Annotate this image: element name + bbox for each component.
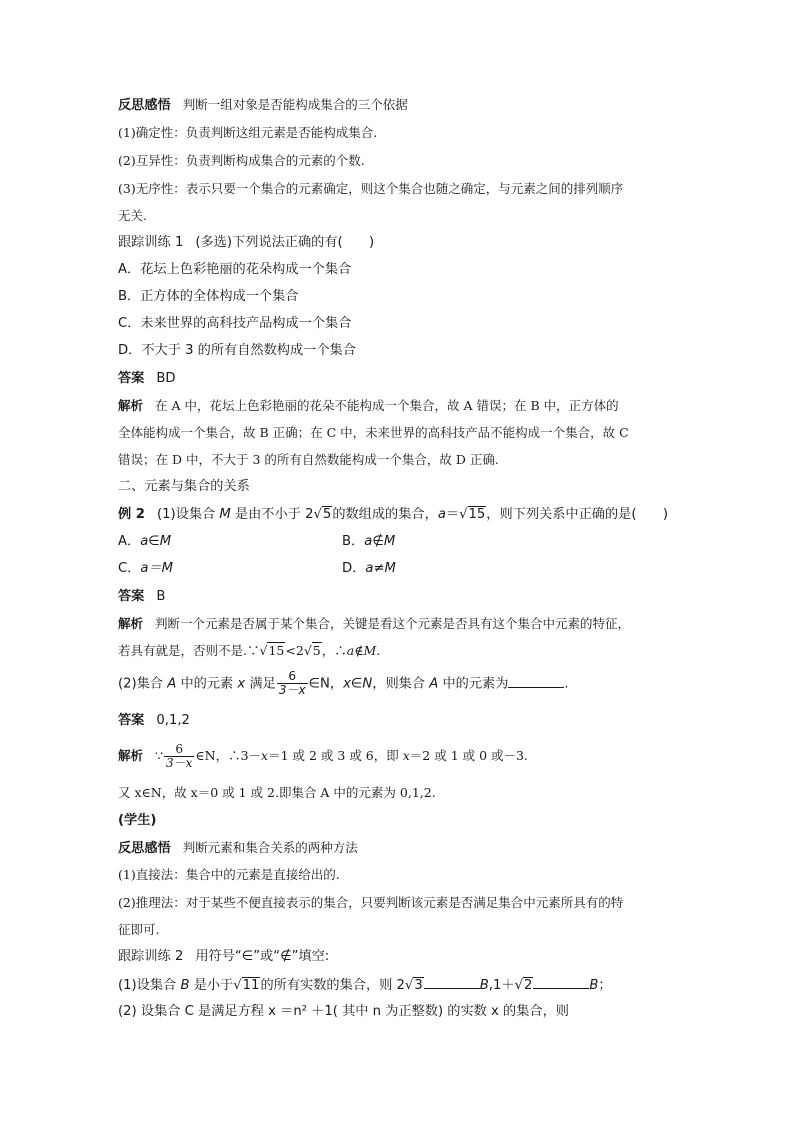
reflect2-title: 反思感悟 — [118, 841, 171, 856]
track1-answer-line — [118, 370, 176, 388]
example2-answer2-line — [118, 712, 190, 730]
track1-question-line — [118, 234, 374, 252]
track2-q1-text-a: (1)设集合 — [118, 978, 181, 993]
example2-analysis3-c: ＝1 或 2 或 3 或 6，即 — [268, 748, 403, 763]
example2-analysis-2c: <2 — [285, 643, 304, 658]
track2-q1-text-c: 的所有实数的集合，则 2 — [260, 978, 405, 993]
track2-question: 用符号“∈”或“∉”填空: — [195, 949, 330, 964]
example2-analysis-2e: a∉M. — [346, 643, 381, 658]
example2-q2-end: . — [564, 676, 569, 692]
reflect2-title-line — [118, 839, 358, 858]
track2-q2: (2) 设集合 C 是满足方程 x ＝n² ＋1( 其中 n 为正整数) 的实数 x 的集合，则 — [118, 1004, 569, 1019]
example2-answer-line — [118, 588, 165, 606]
reflect1-item-1: (1)确定性：负责判断这组元素是否能构成集合. — [118, 125, 378, 140]
track2-q1-line — [118, 976, 612, 995]
reflect2-item-2: (2)推理法：对于某些不便直接表示的集合，只要判断该元素是否满足集合中元素所具有的特 — [118, 895, 624, 910]
example2-q2-text-b: 中的元素 — [176, 676, 238, 692]
track1-title: 跟踪训练 1 — [118, 235, 184, 250]
track2-q1-end: ； — [598, 978, 612, 993]
example2-analysis3-b: ∈N，∴3－ — [195, 748, 262, 763]
reflect1-title: 反思感悟 — [118, 98, 171, 113]
example2-analysis-1: 判断一个元素是否属于某个集合，关键是看这个元素是否具有这个集合中元素的特征， — [155, 616, 631, 631]
sqrt-symbol: √ — [514, 978, 523, 993]
track2-q1-text-e: ,1＋ — [488, 978, 515, 993]
track1-analysis-2: 全体能构成一个集合，故 B 正确；在 C 中，未来世界的高科技产品不能构成一个集合，故 C — [118, 425, 629, 440]
example2-q1-text-d: ，则下列关系中正确的是( ) — [486, 507, 669, 522]
student-label: (学生) — [118, 813, 157, 828]
example2-option-a — [118, 533, 171, 551]
example2-analysis3-x: x — [261, 748, 269, 763]
example2-answer2-label: 答案 — [118, 713, 145, 728]
example2-label: 例 2 — [118, 507, 145, 522]
option-letter: A． — [118, 534, 141, 549]
example2-analysis-line-2 — [118, 642, 380, 660]
option-expr: a∉M — [364, 534, 396, 549]
sqrt-symbol: √ — [459, 507, 468, 522]
track1-answer-label: 答案 — [118, 371, 145, 386]
example2-answer2: 0,1,2 — [156, 713, 190, 728]
track1-analysis-3: 错误；在 D 中，不大于 3 的所有自然数能构成一个集合，故 D 正确. — [118, 452, 499, 467]
example2-q2-text-f: ，则集合 — [372, 676, 430, 692]
radicand: 15 — [268, 643, 285, 658]
fraction-denominator: 3－x — [165, 756, 193, 770]
example2-analysis-2b: ∵ — [246, 643, 260, 658]
example2-analysis3-a: ∵ — [155, 748, 163, 763]
example2-analysis4: 又 x∈N，故 x＝0 或 1 或 2.即集合 A 中的元素为 0,1,2. — [118, 785, 436, 800]
sqrt-symbol: √ — [259, 643, 268, 658]
section2-title: 二、元素与集合的关系 — [118, 479, 250, 494]
example2-q1-a: a — [437, 507, 446, 522]
track2-q1-B2: B — [479, 978, 489, 993]
track1-analysis-1: 在 A 中，花坛上色彩艳丽的花朵不能构成一个集合，故 A 错误；在 B 中，正方体的 — [155, 398, 619, 413]
fraction-denominator: 3－x — [278, 683, 306, 697]
example2-option-d — [342, 560, 396, 578]
example2-analysis-2d: ，∴ — [321, 643, 347, 658]
example2-analysis-label: 解析 — [118, 616, 144, 631]
option-expr: a≠M — [365, 561, 396, 576]
sqrt-symbol: √ — [313, 507, 322, 522]
example2-option-b — [342, 533, 395, 551]
sqrt-symbol: √ — [233, 978, 242, 993]
reflect1-title-line — [118, 96, 408, 115]
example2-answer-label: 答案 — [118, 589, 145, 604]
track1-answer: BD — [156, 371, 176, 386]
track2-q1-text-b: 是小于 — [189, 978, 234, 993]
example2-q1-line — [118, 506, 668, 524]
example2-analysis-2a: 若具有就是，否则不是. — [118, 643, 247, 658]
reflect2-item-1: (1)直接法：集合中的元素是直接给出的. — [118, 867, 340, 882]
sqrt-symbol: √ — [303, 643, 312, 658]
track1-option-c: C．未来世界的高科技产品构成一个集合 — [118, 316, 352, 331]
track2-q1-B3: B — [589, 978, 599, 993]
example2-q2-text-e: x∈N — [343, 676, 373, 692]
example2-q2-A2: A — [429, 676, 439, 692]
radicand: 5 — [312, 643, 321, 658]
option-expr: a∈M — [140, 534, 172, 549]
fraction-numerator: 6 — [175, 742, 183, 756]
option-letter: D． — [342, 561, 366, 576]
example2-q1-eq: ＝ — [445, 507, 460, 522]
example2-q1-text-c: 的数组成的集合， — [332, 507, 438, 522]
example2-q2-A: A — [167, 676, 177, 692]
example2-q1-radicand-2: 15 — [468, 507, 486, 522]
example2-analysis3-line — [118, 742, 528, 770]
radicand: 2 — [523, 978, 533, 993]
example2-q2-text-a: (2)集合 — [118, 676, 168, 692]
sqrt-symbol: √ — [404, 978, 414, 993]
example2-answer: B — [156, 589, 166, 604]
example2-q2-text-c: 满足 — [245, 676, 276, 692]
track1-option-b: B．正方体的全体构成一个集合 — [118, 289, 299, 304]
reflect1-item-4: 无关. — [118, 208, 147, 223]
example2-q2-line — [118, 670, 569, 699]
fraction — [164, 743, 194, 770]
example2-q2-text-h: 中的元素为 — [438, 676, 509, 692]
track2-question-line — [118, 948, 329, 966]
example2-q1-m: M — [219, 507, 231, 522]
track2-q1-B: B — [180, 978, 190, 993]
example2-analysis-line-1 — [118, 615, 630, 633]
example2-q1-text-b: 是由不小于 2 — [230, 507, 314, 522]
reflect2-heading: 判断元素和集合关系的两种方法 — [182, 840, 358, 855]
example2-option-c — [118, 560, 173, 578]
track1-option-d: D．不大于 3 的所有自然数构成一个集合 — [118, 343, 356, 358]
track1-option-a: A．花坛上色彩艳丽的花朵构成一个集合 — [118, 262, 352, 277]
fraction — [277, 670, 308, 697]
example2-q1-text-a: (1)设集合 — [156, 507, 220, 522]
option-expr: a＝M — [140, 561, 174, 576]
track1-question: (多选)下列说法正确的有( ) — [195, 235, 375, 250]
radicand: 11 — [242, 978, 260, 993]
reflect1-item-2: (2)互异性：负责判断构成集合的元素的个数. — [118, 153, 365, 168]
example2-analysis3-d: ＝2 或 1 或 0 或－3. — [409, 748, 528, 763]
track1-analysis-line-1 — [118, 397, 619, 415]
answer-blank — [424, 976, 480, 989]
fraction-numerator: 6 — [288, 669, 296, 683]
example2-q2-x: x — [237, 676, 246, 692]
radicand: 3 — [414, 978, 423, 993]
track1-analysis-label: 解析 — [118, 398, 144, 413]
reflect1-item-3: (3)无序性：表示只要一个集合的元素确定，则这个集合也随之确定，与元素之间的排列顺序 — [118, 181, 624, 196]
option-letter: B． — [342, 534, 365, 549]
answer-blank — [508, 675, 564, 688]
reflect2-item-3: 征即可. — [118, 922, 160, 937]
example2-analysis3-x2: x — [402, 748, 410, 763]
answer-blank — [533, 976, 589, 989]
reflect1-heading: 判断一组对象是否能构成集合的三个依据 — [182, 97, 408, 112]
track2-title: 跟踪训练 2 — [118, 949, 184, 964]
example2-q2-text-d: ∈N， — [308, 676, 344, 692]
example2-q1-radicand-1: 5 — [322, 507, 332, 522]
option-letter: C． — [118, 561, 141, 576]
example2-analysis3-label: 解析 — [118, 748, 144, 763]
